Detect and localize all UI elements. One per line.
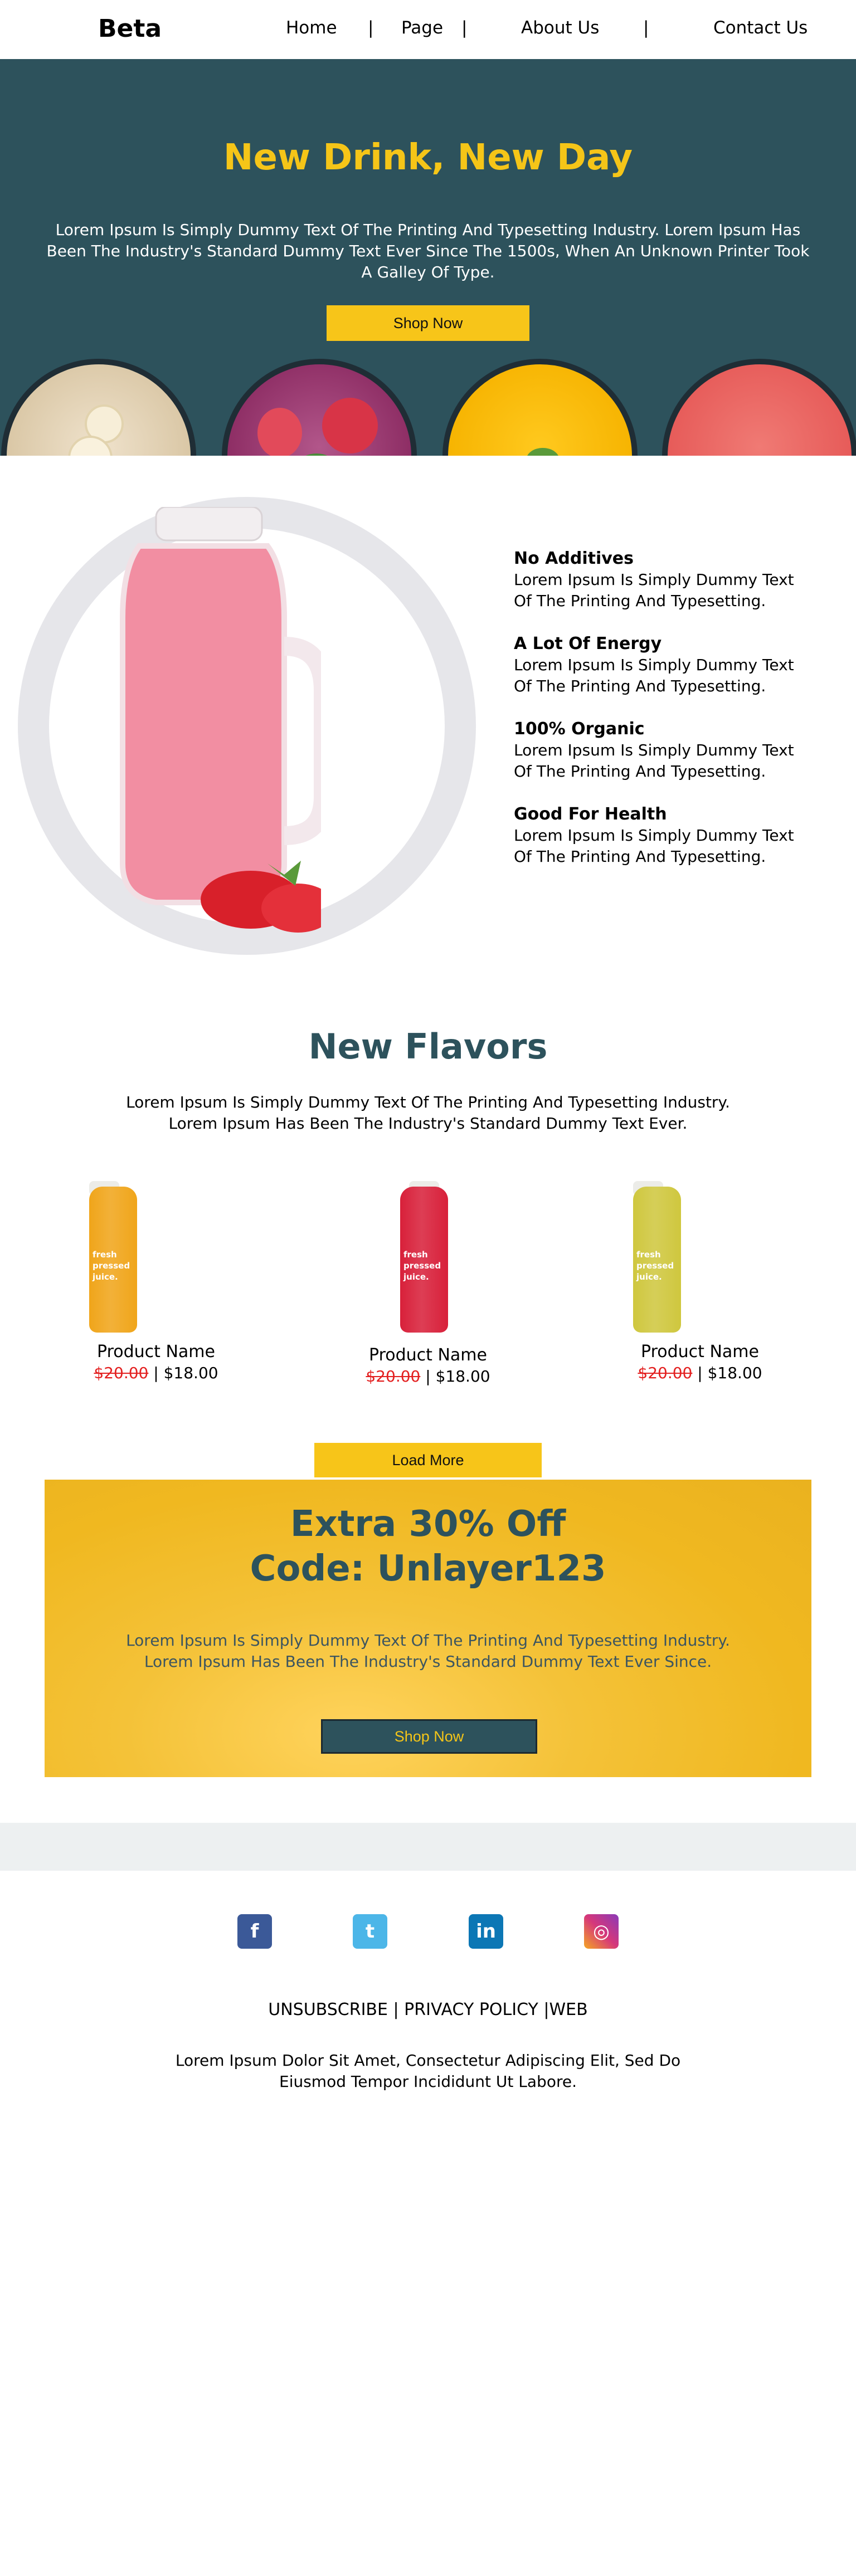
feature-text: Lorem Ipsum Is Simply Dummy Text Of The Printing And Typesetting. <box>514 656 794 695</box>
feature-item <box>514 804 815 867</box>
hero-text: Lorem Ipsum Is Simply Dummy Text Of The Printing And Typesetting Industry. Lorem Ipsum Has Been The Industry's Standard Dummy Text Ever Since The 1500s, When An Unknown Printer Took A Galley Of Type. <box>46 221 810 281</box>
feature-title: A Lot Of Energy <box>514 634 662 653</box>
shop-now-button[interactable]: Shop Now <box>327 305 529 341</box>
section-title: New Flavors <box>308 1026 548 1067</box>
bottle-label: fresh pressed juice. <box>403 1250 441 1282</box>
product-image[interactable] <box>339 1180 517 1345</box>
product-card[interactable] <box>339 1180 517 1387</box>
subtitle-line: Lorem Ipsum Is Simply Dummy Text Of The Printing And Typesetting Industry. <box>126 1093 730 1111</box>
juice-bottle <box>633 1187 681 1333</box>
product-price <box>611 1363 789 1384</box>
old-price: $20.00 <box>638 1364 693 1382</box>
feature-text: Lorem Ipsum Is Simply Dummy Text Of The Printing And Typesetting. <box>514 570 794 610</box>
bottle-label: fresh pressed juice. <box>93 1250 130 1282</box>
strawberry-smoothie-image <box>662 359 856 456</box>
features-list <box>514 548 815 889</box>
feature-title: No Additives <box>514 549 634 568</box>
smoothie-jar-image <box>100 507 321 941</box>
twitter-icon[interactable]: t <box>353 1914 387 1949</box>
web-link[interactable]: WEB <box>549 2000 588 2019</box>
product-name[interactable]: Product Name <box>369 1345 487 1365</box>
product-name[interactable]: Product Name <box>641 1342 759 1362</box>
linkedin-icon[interactable]: in <box>469 1914 503 1949</box>
promo-text-line: Lorem Ipsum Has Been The Industry's Standard Dummy Text Ever Since. <box>144 1652 712 1671</box>
promo-code: Code: Unlayer123 <box>250 1548 606 1589</box>
social-links <box>0 1914 856 1949</box>
juice-bottle <box>400 1187 448 1333</box>
price-separator: | <box>692 1364 708 1382</box>
feature-text: Lorem Ipsum Is Simply Dummy Text Of The Printing And Typesetting. <box>514 826 794 866</box>
feature-item <box>514 548 815 612</box>
feature-text: Lorem Ipsum Is Simply Dummy Text Of The Printing And Typesetting. <box>514 741 794 780</box>
product-price <box>339 1366 517 1387</box>
nav-separator: | <box>461 18 468 38</box>
footer-text <box>0 2050 856 2092</box>
nav-contact-us[interactable]: Contact Us <box>713 18 808 38</box>
unsubscribe-link[interactable]: UNSUBSCRIBE <box>268 2000 388 2019</box>
hero-section <box>0 59 856 456</box>
header <box>0 0 856 59</box>
new-price: $18.00 <box>435 1367 490 1385</box>
feature-title: Good For Health <box>514 804 667 824</box>
promo-text <box>45 1630 811 1672</box>
new-price: $18.00 <box>163 1364 218 1382</box>
footer-text-line: Lorem Ipsum Dolor Sit Amet, Consectetur Adipiscing Elit, Sed Do <box>175 2051 681 2070</box>
mango-smoothie-image <box>442 359 638 456</box>
product-image[interactable] <box>67 1180 245 1341</box>
product-price <box>67 1363 245 1384</box>
price-separator: | <box>148 1364 164 1382</box>
juice-bottle <box>89 1187 137 1333</box>
hero-title: New Drink, New Day <box>223 137 633 178</box>
footer-text-line: Eiusmod Tempor Incididunt Ut Labore. <box>279 2072 577 2091</box>
promo-banner <box>45 1480 811 1777</box>
promo-shop-now-button[interactable]: Shop Now <box>321 1719 537 1754</box>
link-separator: | <box>538 2000 549 2019</box>
subtitle-line: Lorem Ipsum Has Been The Industry's Standard Dummy Text Ever. <box>168 1114 688 1133</box>
divider-band <box>0 1823 856 1871</box>
old-price: $20.00 <box>94 1364 149 1382</box>
berry-smoothie-image <box>222 359 417 456</box>
product-card[interactable] <box>611 1180 789 1384</box>
bottle-label: fresh pressed juice. <box>636 1250 674 1282</box>
load-more-button[interactable]: Load More <box>314 1443 542 1477</box>
feature-title: 100% Organic <box>514 719 645 739</box>
nav-separator: | <box>368 18 374 38</box>
nav-page[interactable]: Page <box>401 18 444 38</box>
nav-about-us[interactable]: About Us <box>521 18 600 38</box>
feature-item <box>514 633 815 697</box>
product-image[interactable] <box>611 1180 789 1341</box>
feature-item <box>514 719 815 782</box>
old-price: $20.00 <box>366 1367 421 1385</box>
promo-text-line: Lorem Ipsum Is Simply Dummy Text Of The Printing And Typesetting Industry. <box>126 1631 730 1650</box>
promo-title-line: Extra 30% Off <box>290 1504 566 1545</box>
price-separator: | <box>420 1367 436 1385</box>
banana-smoothie-image <box>1 359 196 456</box>
logo[interactable]: Beta <box>98 14 162 43</box>
new-price: $18.00 <box>707 1364 762 1382</box>
footer-links <box>0 2000 856 2019</box>
privacy-policy-link[interactable]: PRIVACY POLICY <box>404 2000 538 2019</box>
instagram-icon[interactable]: ◎ <box>584 1914 619 1949</box>
section-subtitle <box>0 1092 856 1134</box>
link-separator: | <box>387 2000 405 2019</box>
product-name[interactable]: Product Name <box>97 1342 215 1362</box>
product-card[interactable] <box>67 1180 245 1384</box>
facebook-icon[interactable]: f <box>237 1914 272 1949</box>
nav-home[interactable]: Home <box>286 18 337 38</box>
nav-separator: | <box>643 18 649 38</box>
promo-title <box>45 1502 811 1591</box>
